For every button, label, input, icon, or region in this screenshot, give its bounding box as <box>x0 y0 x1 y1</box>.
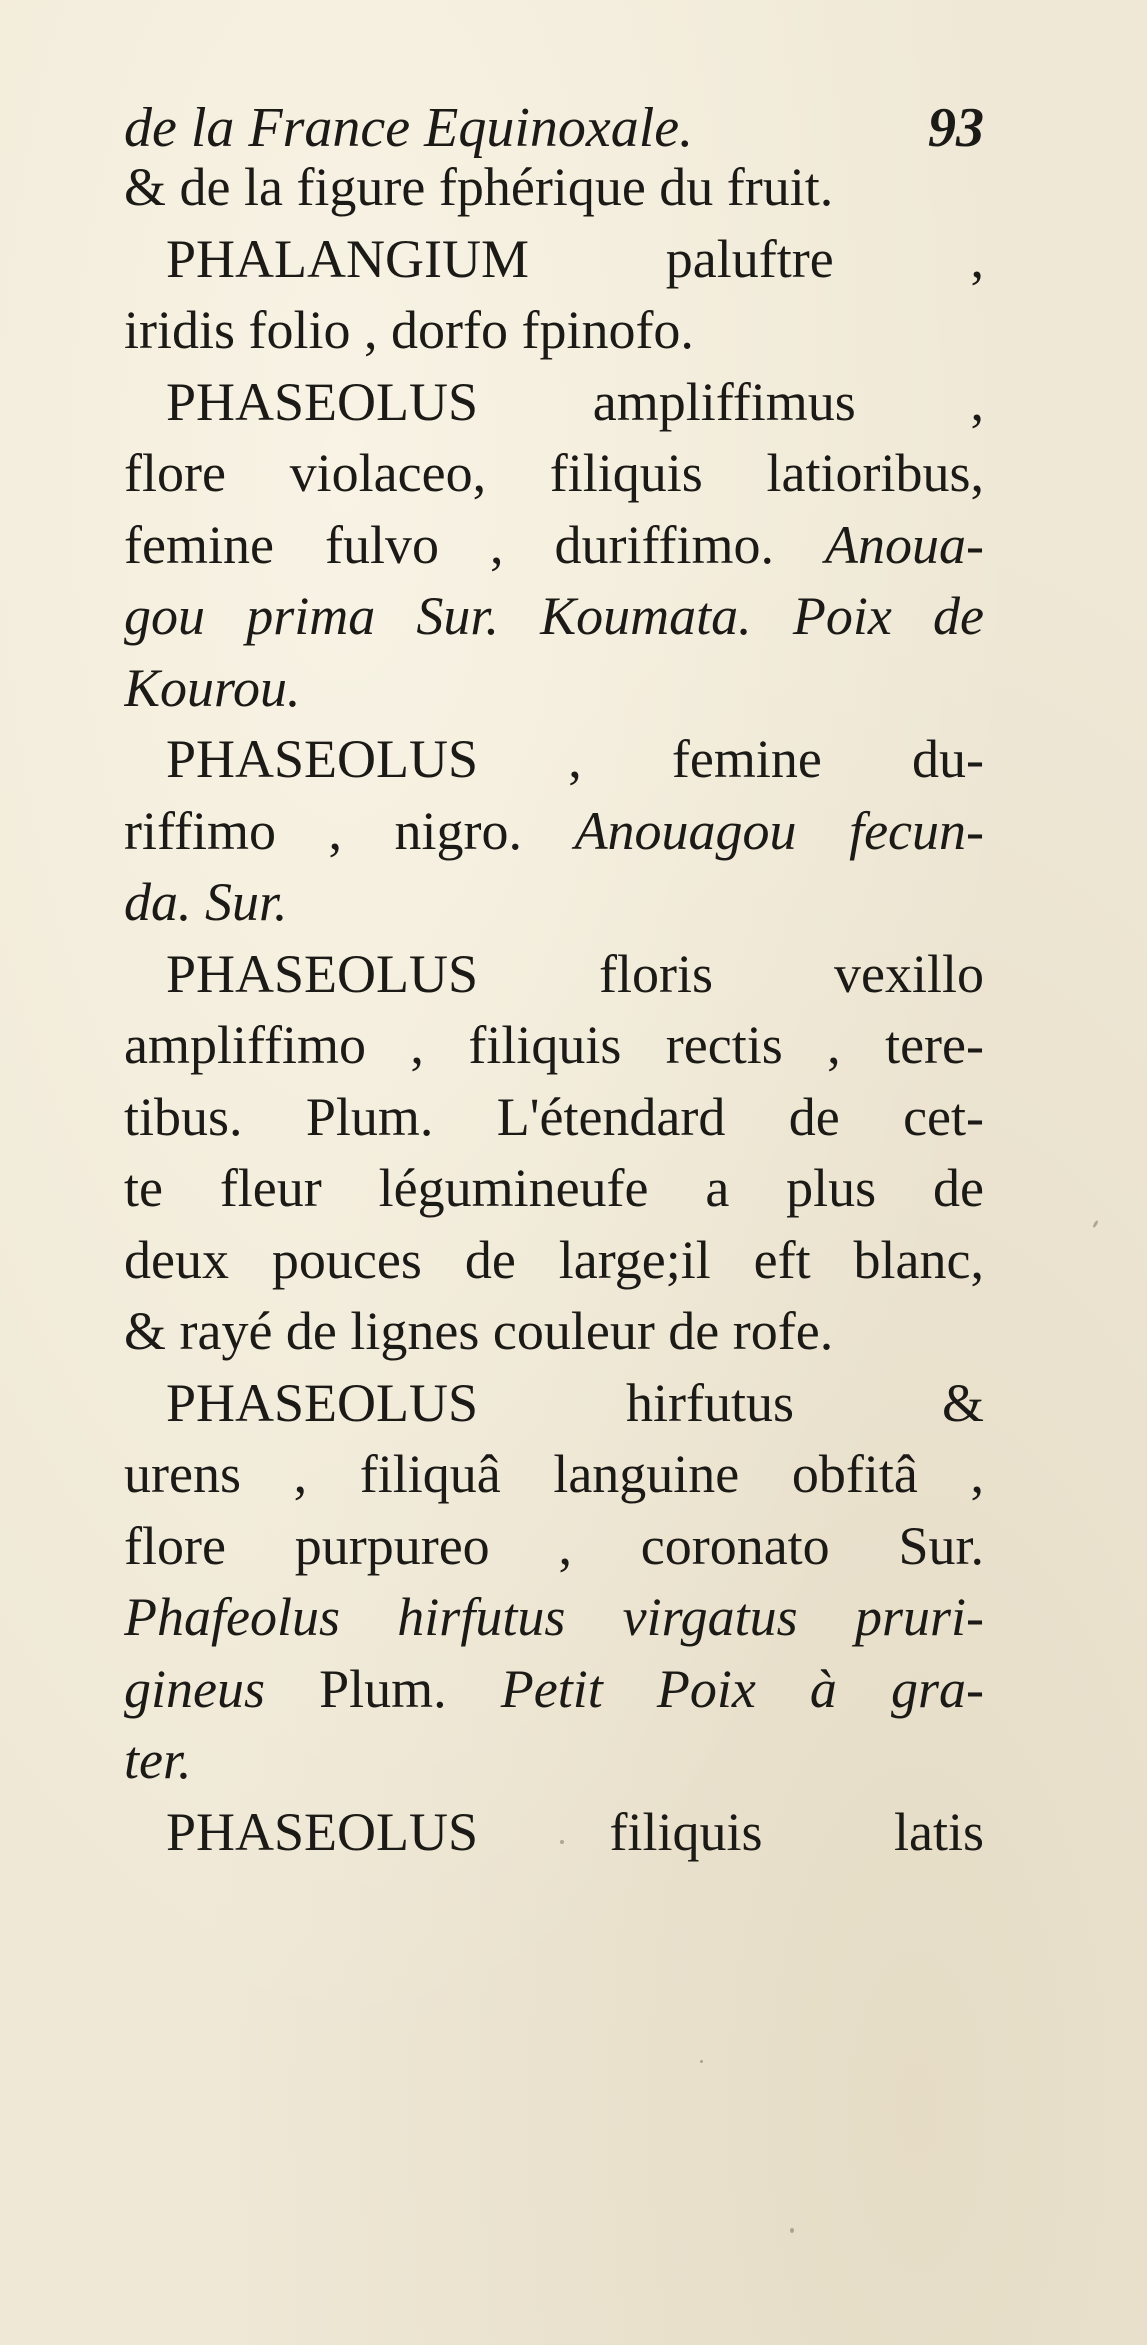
paper-speck <box>560 1840 564 1844</box>
text-line <box>124 581 984 653</box>
text-line <box>124 367 984 439</box>
roman-text: PHASEOLUS hirfutus & <box>166 1372 984 1433</box>
text-line <box>124 1296 984 1368</box>
text-line <box>124 1511 984 1583</box>
text-line <box>124 939 984 1011</box>
text-line <box>124 653 984 725</box>
roman-text: flore violaceo, filiquis latioribus, <box>124 443 984 503</box>
text-block <box>124 152 984 1868</box>
text-line <box>124 224 984 296</box>
roman-text: te fleur légumineufe a plus de <box>124 1158 984 1218</box>
text-line <box>124 1439 984 1511</box>
text-line <box>124 438 984 510</box>
roman-text: deux pouces de large;il eft blanc, <box>124 1229 984 1290</box>
roman-text: tibus. Plum. L'étendard de cet- <box>124 1086 984 1147</box>
italic-text: da. Sur. <box>124 872 288 932</box>
page-number: 93 <box>928 97 984 159</box>
italic-text: gineus <box>124 1658 265 1719</box>
text-line <box>124 796 984 868</box>
italic-text: Anoua- <box>825 514 984 575</box>
roman-text: PHASEOLUS ampliffimus , <box>166 371 984 432</box>
italic-text: ter. <box>124 1730 192 1790</box>
text-line <box>124 867 984 939</box>
text-line <box>124 724 984 796</box>
text-line <box>124 152 984 224</box>
roman-text: flore purpureo , coronato Sur. <box>124 1515 984 1576</box>
roman-text: riffimo , nigro. <box>124 800 575 861</box>
italic-text: Kourou. <box>124 657 301 718</box>
italic-text: Petit Poix à gra- <box>500 1658 984 1719</box>
text-line <box>124 1225 984 1297</box>
text-line <box>124 1368 984 1440</box>
text-line <box>124 295 984 367</box>
italic-text: gou prima Sur. Koumata. Poix de <box>124 586 984 646</box>
paper-speck <box>1092 1220 1099 1228</box>
text-line <box>124 1582 984 1654</box>
text-line <box>124 1010 984 1082</box>
roman-text: femine fulvo , duriffimo. <box>124 514 826 575</box>
roman-text: iridis folio , dorfo fpinofo. <box>124 300 694 360</box>
roman-text: & rayé de lignes couleur de rofe. <box>124 1301 834 1361</box>
text-line <box>124 510 984 582</box>
roman-text: & de la figure fphérique du fruit. <box>124 157 834 217</box>
roman-text: PHASEOLUS filiquis latis <box>166 1801 984 1862</box>
roman-text: ampliffimo , filiquis rectis , tere- <box>124 1015 984 1075</box>
roman-text: urens , filiquâ languine obfitâ , <box>124 1444 984 1504</box>
running-head: de la France Equinoxale. <box>124 97 694 159</box>
paper-speck <box>790 2228 794 2233</box>
roman-text: Plum. <box>265 1658 501 1719</box>
italic-text: Anouagou fecun- <box>574 800 984 861</box>
text-line <box>124 1725 984 1797</box>
text-line <box>124 1797 984 1869</box>
text-line <box>124 1654 984 1726</box>
paper-speck <box>700 2060 703 2063</box>
text-line <box>124 1082 984 1154</box>
text-line <box>124 1153 984 1225</box>
italic-text: Phafeolus hirfutus virgatus pruri- <box>124 1587 984 1647</box>
roman-text: PHALANGIUM paluftre , <box>166 228 984 289</box>
roman-text: PHASEOLUS , femine du- <box>166 729 984 789</box>
roman-text: PHASEOLUS floris vexillo <box>166 943 984 1004</box>
